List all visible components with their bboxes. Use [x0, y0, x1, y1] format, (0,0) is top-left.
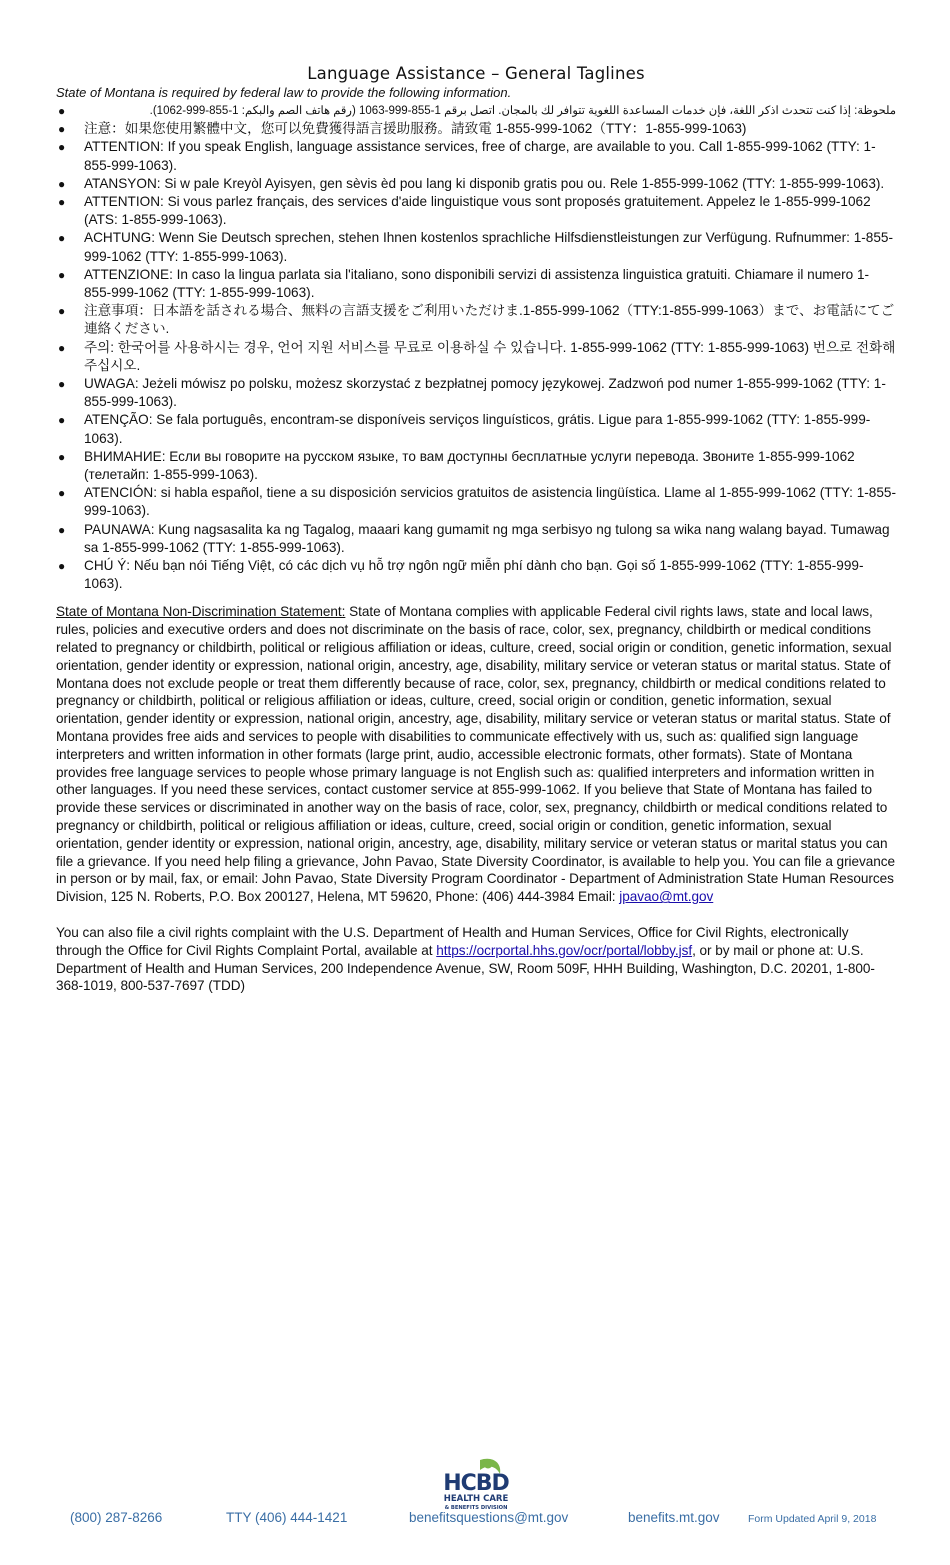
bullet-icon: ●: [58, 559, 66, 574]
bullet-icon: ●: [58, 377, 66, 392]
bullet-icon: ●: [58, 522, 66, 537]
tagline-german: ● ACHTUNG: Wenn Sie Deutsch sprechen, stehen Ihnen kostenlos sprachliche Hilfsdienstleistungen zur Verfügung. Rufnummer: 1-855-999-1062 (TTY: 1-855-999-1063).: [58, 230, 893, 264]
taglines-list: [56, 102, 896, 593]
bullet-icon: ●: [58, 140, 66, 155]
footer-website: benefits.mt.gov: [628, 1510, 720, 1525]
tagline-polish: ● UWAGA: Jeżeli mówisz po polsku, możesz skorzystać z bezpłatnej pomocy językowej. Zadzwoń pod numer 1-855-999-1062 (TTY: 1-855-999-1063).: [58, 376, 886, 410]
bullet-icon: ●: [58, 267, 66, 282]
footer-tty: TTY (406) 444-1421: [226, 1510, 348, 1525]
document-body: [56, 64, 896, 995]
footer-updated-date: Form Updated April 9, 2018: [748, 1513, 877, 1525]
tagline-portuguese: ● ATENÇÃO: Se fala português, encontram-se disponíveis serviços linguísticos, grátis. Ligue para 1-855-999-1062 (TTY: 1-855-999-1063).: [58, 412, 871, 446]
bullet-icon: ●: [58, 413, 66, 428]
complaint-text-start: You can also file a civil rights complaint with the U.S. Department of Health and Human Services, Office for Civil Rights, electronically through the Office for Civil Rights Complaint Portal, available at: [56, 925, 849, 958]
hcbd-logo: [430, 1456, 522, 1512]
statement-heading: State of Montana Non-Discrimination Statement:: [56, 604, 346, 620]
tagline-spanish: ● ATENCIÓN: si habla español, tiene a su disposición servicios gratuitos de asistencia lingüística. Llame al 1-855-999-1062 (TTY: 1-855-999-1063).: [58, 485, 897, 519]
document-title: Language Assistance – General Taglines: [307, 64, 645, 83]
ocr-portal-link[interactable]: https://ocrportal.hhs.gov/ocr/portal/lobby.jsf: [436, 942, 693, 958]
tagline-french: ● ATTENTION: Si vous parlez français, des services d'aide linguistique vous sont proposés gratuitement. Appelez le 1-855-999-1062 (ATS: 1-855-999-1063).: [58, 194, 871, 228]
tagline-korean: ● 주의: 한국어를 사용하시는 경우, 언어 지원 서비스를 무료로 이용하실 수 있습니다. 1-855-999-1062 (TTY: 1-855-999-1063) 번으로 전화해 주십시오.: [58, 339, 896, 373]
bullet-icon: ●: [58, 122, 66, 137]
footer-phone: (800) 287-8266: [70, 1510, 163, 1525]
tagline-chinese: ● 注意：如果您使用繁體中文，您可以免費獲得語言援助服務。請致電 1-855-999-1062（TTY：1-855-999-1063): [56, 120, 896, 138]
tagline-vietnamese: ● CHÚ Ý: Nếu bạn nói Tiếng Việt, có các dịch vụ hỗ trợ ngôn ngữ miễn phí dành cho bạn. Gọi số 1-855-999-1062 (TTY: 1-855-999-1063).: [58, 558, 864, 592]
footer-email: benefitsquestions@mt.gov: [409, 1510, 569, 1525]
logo-mark: HCBD: [443, 1471, 509, 1496]
tagline-italian: ● ATTENZIONE: In caso la lingua parlata sia l'italiano, sono disponibili servizi di assistenza linguistica gratuiti. Chiamare il numero 1-855-999-1062 (TTY: 1-855-999-1063).: [58, 266, 870, 301]
logo-line-1: HEALTH CARE: [443, 1494, 509, 1504]
bullet-icon: ●: [58, 449, 66, 464]
bullet-icon: ●: [58, 231, 66, 246]
bullet-icon: ●: [58, 340, 66, 355]
tagline-russian: ● ВНИМАНИЕ: Если вы говорите на русском языке, то вам доступны бесплатные услуги перевода. Звоните 1-855-999-1062 (телетайп: 1-855-999-1063).: [58, 448, 855, 483]
diversity-email-link[interactable]: jpavao@mt.gov: [619, 889, 714, 905]
complaint-text-end: , or by mail or phone at: U.S. Department of Health and Human Services, 200 Independence Avenue, SW, Room 509F, HHH Building, Washington, D.C. 20201, 1-800-368-1019, 800-537-7697 (TDD): [56, 942, 875, 994]
bullet-icon: ●: [58, 304, 66, 319]
bullet-icon: ●: [58, 195, 66, 210]
non-discrimination-statement: [56, 603, 896, 906]
tagline-japanese: ● 注意事項：日本語を話される場合、無料の言語支援をご利用いただけま.1-855-999-1062（TTY:1-855-999-1063）まで、お電話にてご連絡ください.: [58, 303, 895, 337]
tagline-haitian-creole: ● ATANSYON: Si w pale Kreyòl Ayisyen, gen sèvis èd pou lang ki disponib gratis pou ou. Rele 1-855-999-1062 (TTY: 1-855-999-1063).: [56, 175, 896, 193]
footer: [0, 1510, 950, 1532]
tagline-tagalog: ● PAUNAWA: Kung nagsasalita ka ng Tagalog, maaari kang gumamit ng mga serbisyo ng tulong sa wika nang walang bayad. Tumawag sa 1-855-999-1062 (TTY: 1-855-999-1063).: [58, 521, 890, 555]
bullet-icon: ●: [58, 104, 66, 118]
statement-body: State of Montana complies with applicable Federal civil rights laws, state and local laws, rules, policies and executive orders and does not discriminate on the basis of race, color, sex, pregnancy, childbirth or medical conditions related to pregnancy or childbirth, political or religious affiliation or ideas, culture, creed, social origin or condition, genetic information, sexual orientation, gender identity or expression, national origin, ancestry, age, disability, military service or veteran status or marital status. State of Montana does not exclude people or treat them differently because of race, color, sex, pregnancy, childbirth or medical conditions related to pregnancy or childbirth, political or religious affiliation or ideas, culture, creed, social origin or condition, genetic information, sexual orientation, gender identity or expression, national origin, ancestry, age, disability, military service or veteran status or marital status. State of Montana provides free aids and services to people with disabilities to communicate effectively with us, such as: qualified sign language interpreters and written information in other formats (large print, audio, accessible electronic formats, other formats). State of Montana provides free language services to people whose primary language is not English such as: qualified interpreters and information written in other languages. If you need these services, contact customer service at 855-999-1062. If you believe that State of Montana has failed to provide these services or discriminated in another way on the basis of race, color, sex, pregnancy, childbirth or medical conditions related to pregnancy or childbirth, political or religious affiliation or ideas, culture, creed, social origin or condition, genetic information, sexual orientation, gender identity or expression, national origin, ancestry, age, disability, military service or veteran status or marital status you can file a grievance. If you need help filing a grievance, John Pavao, State Diversity Coordinator, is available to help you. You can file a grievance in person or by mail, fax, or email: John Pavao, State Diversity Program Coordinator - Department of Administration State Human Resources Division, 125 N. Roberts, P.O. Box 200127, Helena, MT 59620, Phone: (406) 444-3984 Email:: [56, 604, 896, 905]
tagline-english: ● ATTENTION: If you speak English, language assistance services, free of charge, are available to you. Call 1-855-999-1062 (TTY: 1-855-999-1063).: [58, 139, 876, 173]
bullet-icon: ●: [58, 176, 66, 191]
bullet-icon: ●: [58, 486, 66, 501]
intro-text: State of Montana is required by federal law to provide the following information.: [56, 85, 512, 100]
logo-person-icon: [484, 1460, 493, 1469]
civil-rights-complaint-paragraph: [56, 924, 896, 995]
logo-line-2: & BENEFITS DIVISION: [444, 1505, 508, 1511]
tagline-arabic: ● ملحوظة: إذا كنت تتحدث اذكر اللغة، فإن خدمات المساعدة اللغوية تتوافر لك بالمجان. اتصل برقم 1-855-999-1063 (رقم هاتف الصم والبكم: 1-855-999-1062).: [56, 102, 896, 120]
